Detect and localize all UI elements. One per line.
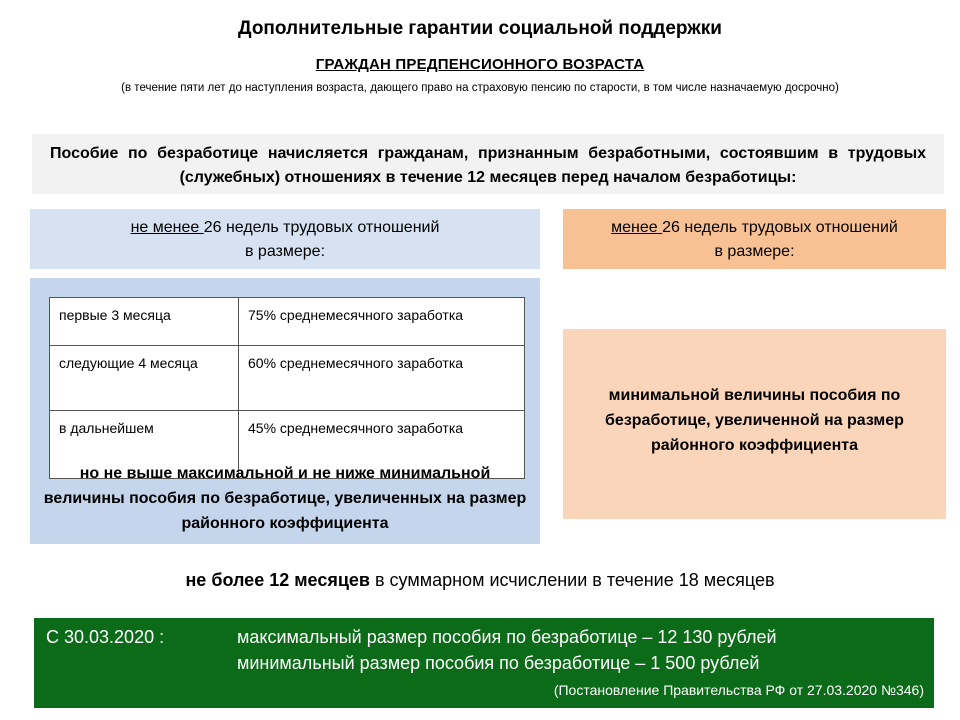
rate-cell: 60% среднемесячного заработка <box>239 346 525 411</box>
table-row <box>50 346 525 411</box>
blue-header-underlined: не менее <box>130 219 204 236</box>
blue-header-panel <box>30 209 540 269</box>
intro-panel: Пособие по безработице начисляется гражданам, признанным безработными, состоявшим в трудовых (служебных) отношениях в течение 12 месяцев перед началом безработицы: <box>32 134 944 194</box>
subtitle-note: (в течение пяти лет до наступления возраста, дающего право на страховую пенсию по старости, в том числе назначаемую досрочно) <box>121 82 839 94</box>
page-title: Дополнительные гарантии социальной поддержки <box>238 18 722 39</box>
orange-header-underlined: менее <box>611 219 663 236</box>
blue-note: но не выше максимальной и не ниже минимальной величины пособия по безработице, увеличенных на размер районного коэффициента <box>43 465 527 532</box>
duration-line <box>0 570 960 591</box>
rate-cell: 45% среднемесячного заработка <box>239 411 525 479</box>
period-cell: следующие 4 месяца <box>50 346 239 411</box>
page-subtitle <box>0 56 960 73</box>
effective-date: С 30.03.2020 : <box>46 627 165 647</box>
source-reference: (Постановление Правительства РФ от 27.03.2020 №346) <box>553 682 924 698</box>
table-row <box>50 298 525 346</box>
blue-header-line1 <box>30 216 540 240</box>
orange-header-line1 <box>563 216 946 240</box>
orange-header-panel <box>563 209 946 269</box>
green-info-panel <box>34 618 934 708</box>
subtitle-text: ГРАЖДАН ПРЕДПЕНСИОННОГО ВОЗРАСТА <box>315 56 645 73</box>
blue-header-rest: 26 недель трудовых отношений <box>203 219 440 236</box>
max-benefit: максимальный размер пособия по безработице – 12 130 рублей <box>237 627 777 647</box>
period-cell: первые 3 месяца <box>50 298 239 346</box>
orange-header-rest: 26 недель трудовых отношений <box>662 219 898 236</box>
rate-table <box>49 297 525 479</box>
min-benefit: минимальный размер пособия по безработице – 1 500 рублей <box>237 653 760 673</box>
orange-header-line2: в размере: <box>714 243 795 260</box>
duration-rest: в суммарном исчислении в течение 18 месяцев <box>369 570 775 590</box>
orange-body-panel: минимальной величины пособия по безработице, увеличенной на размер районного коэффициента <box>563 329 946 519</box>
rate-cell: 75% среднемесячного заработка <box>239 298 525 346</box>
blue-body-panel <box>30 278 540 544</box>
blue-header-line2: в размере: <box>244 243 326 260</box>
period-cell: в дальнейшем <box>50 411 239 479</box>
duration-bold: не более 12 месяцев <box>185 570 370 590</box>
